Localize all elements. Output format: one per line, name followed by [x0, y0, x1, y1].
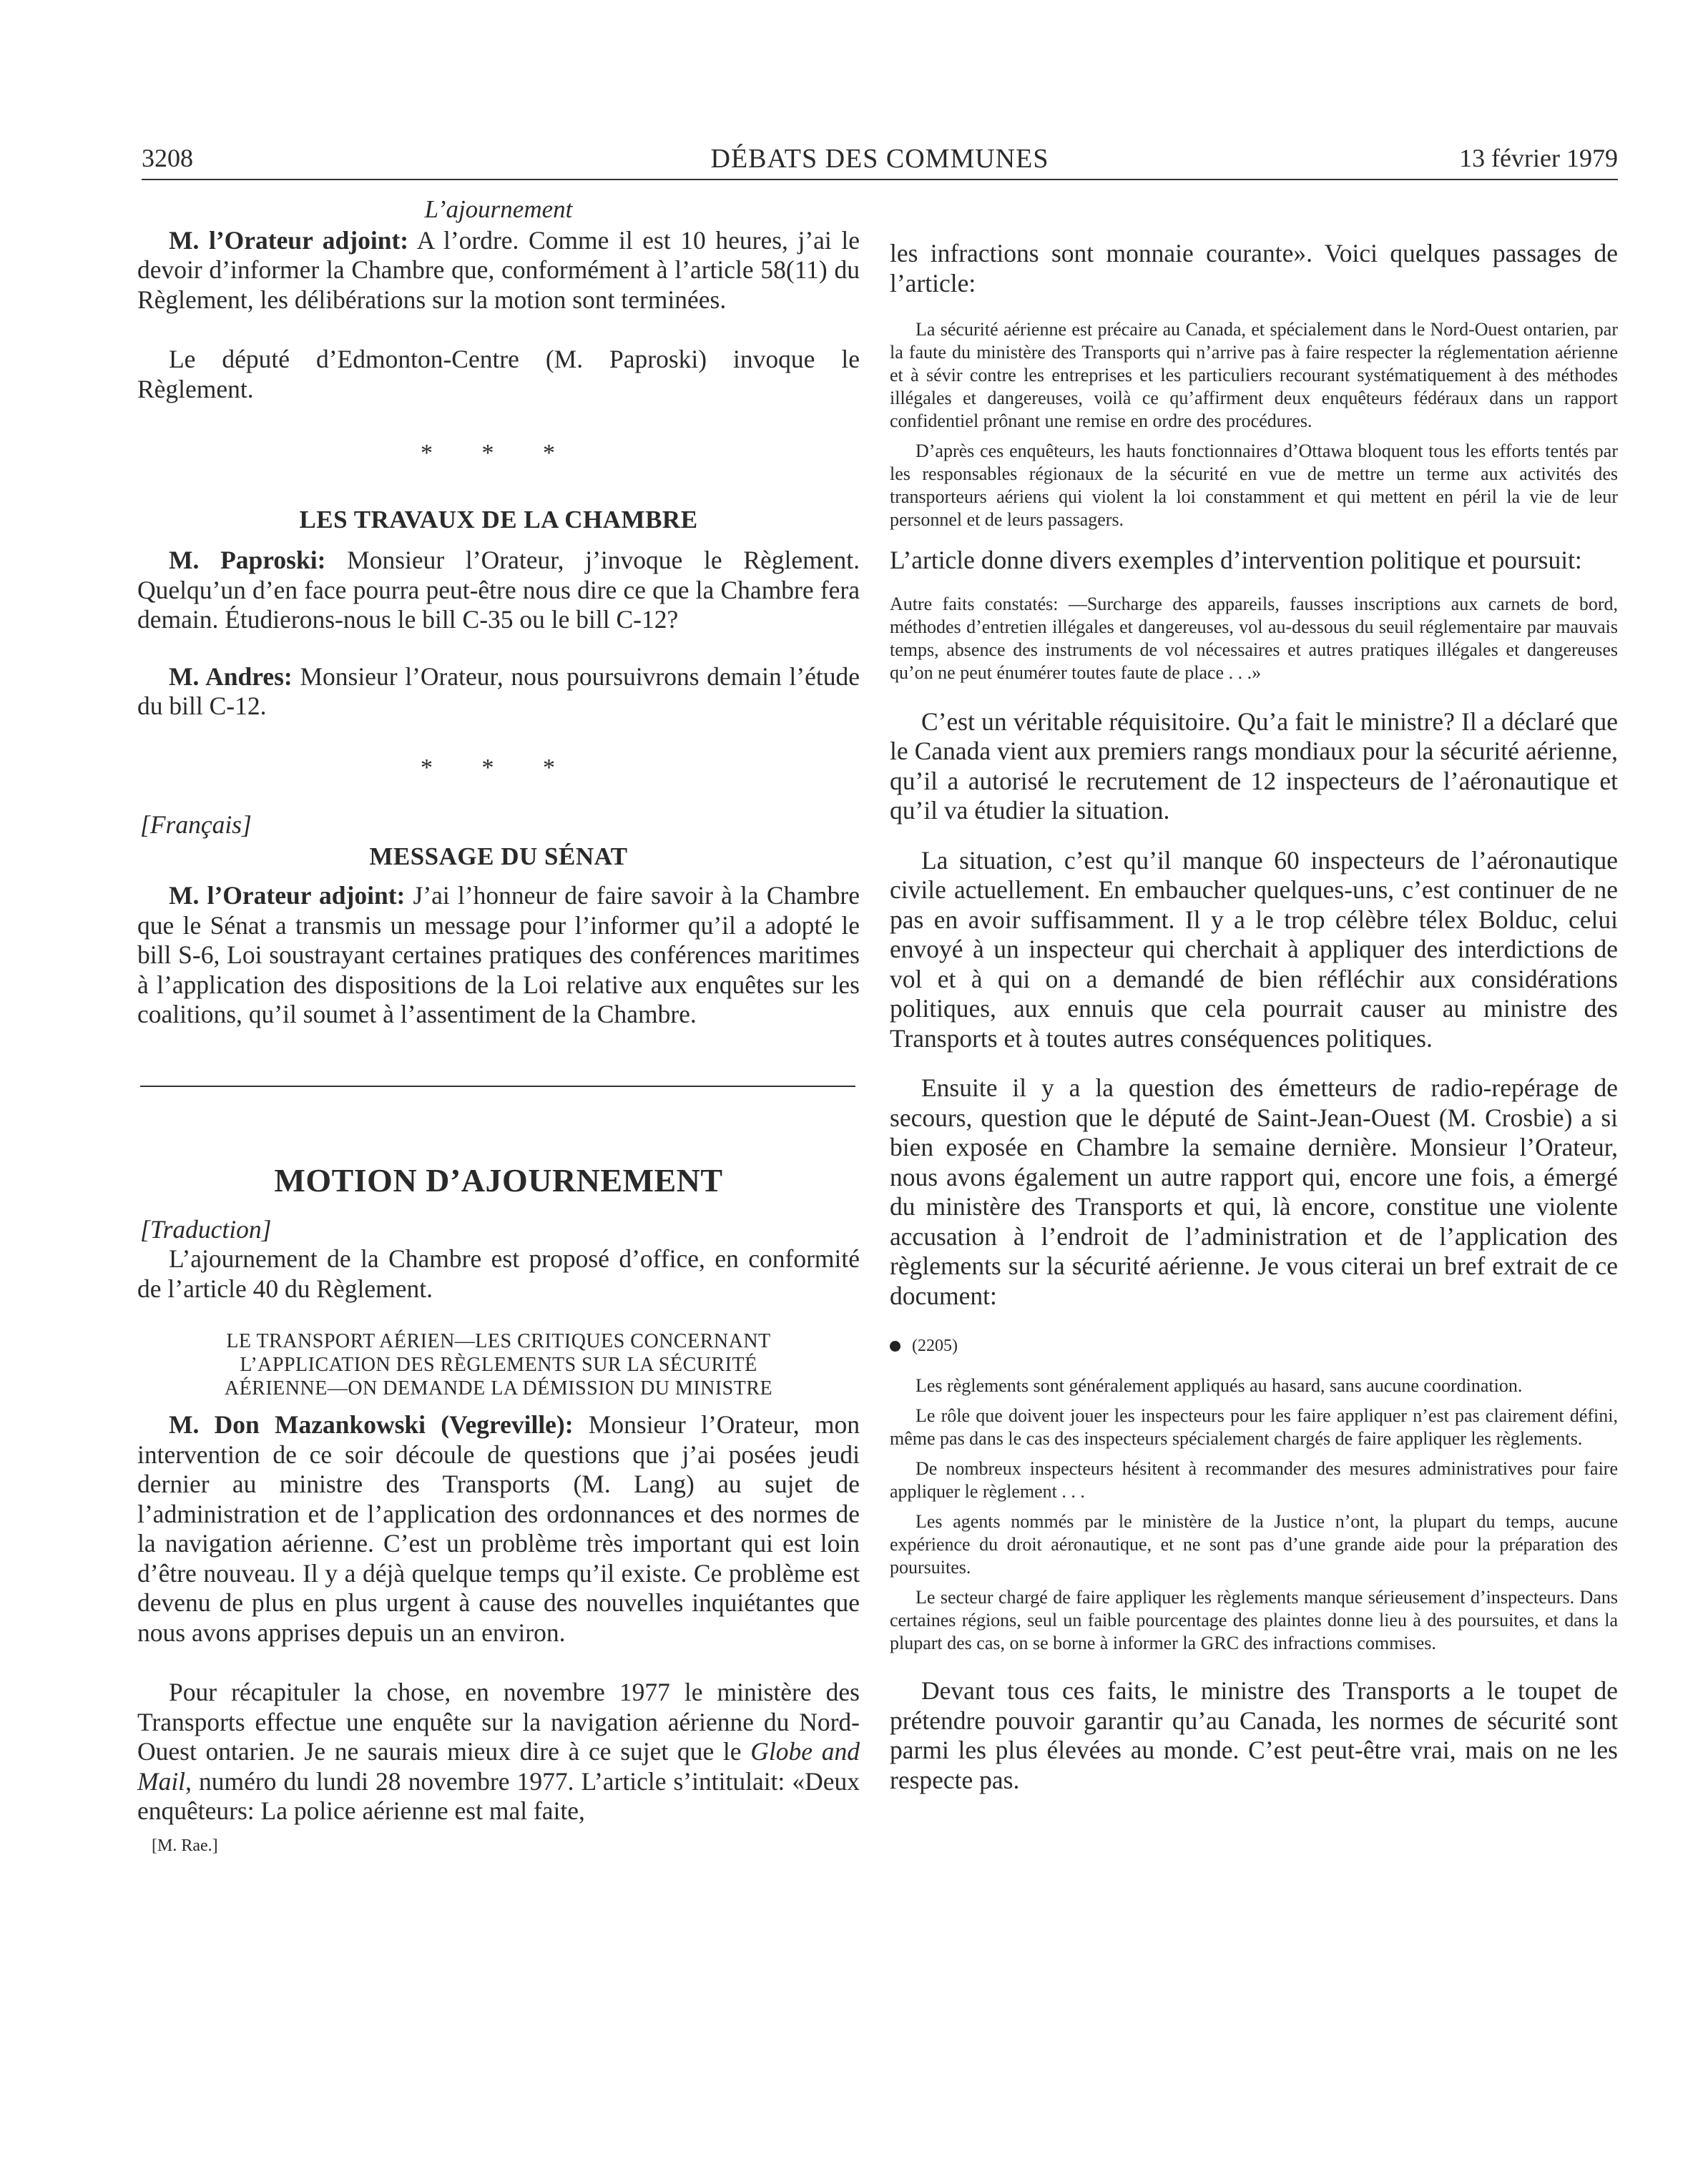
paragraph-mazankowski [137, 1410, 860, 1648]
speaker-name: M. Don Mazankowski (Vegreville): [169, 1410, 574, 1439]
paragraph-deputy-speaker-1 [137, 226, 860, 315]
speaker-name: M. Andres: [169, 661, 293, 691]
quote-report-2: Le rôle que doivent jouer les inspecteurs pour les faire appliquer n’est pas clairement défini, même pas dans le cas des inspecteurs spécialement chargés de faire appliquer les règlements. [890, 1405, 1618, 1449]
speaker-name: M. l’Orateur adjoint: [169, 881, 406, 910]
paragraph-adjournment-proposed: L’ajournement de la Chambre est proposé d’office, en conformité de l’article 40 du Règlement. [137, 1244, 860, 1303]
quote-article-2: D’après ces enquêteurs, les hauts fonctionnaires d’Ottawa bloquent tous les efforts tentés par les responsables régionaux de la sécurité en vue de mettre un terme aux activités des transporteurs aériens qui violent la loi constamment et qui mettent en péril la vie de leur personnel et de leurs passagers. [890, 441, 1618, 530]
quote-report-5: Le secteur chargé de faire appliquer les règlements manque sérieusement d’inspecteurs. Dans certaines régions, seul un faible pourcentage des plaintes donne lieu à des poursuites, et dans la plupart des cas, on se borne à informer la GRC des infractions commises. [890, 1587, 1618, 1653]
speaker-footer: [M. Rae.] [152, 1836, 218, 1855]
speech-text: J’ai l’honneur de faire savoir à la Chambre que le Sénat a transmis un message pour l’informer qu’il a adopté le bill S-6, Loi soustrayant certaines pratiques des conférences maritimes à l’application des dispositions de la Loi relative aux enquêtes sur les coalitions, qu’il soumet à l’assentiment de la Chambre. [137, 881, 860, 1028]
right-column [890, 195, 1618, 1795]
paragraph-requisitoire: C’est un véritable réquisitoire. Qu’a fait le ministre? Il a déclaré que le Canada vient aux premiers rangs mondiaux pour la sécurité aérienne, qu’il a autorisé le recrutement de 12 inspecteurs de l’aéronautique et qu’il va étudier la situation. [890, 707, 1618, 825]
quote-article-3: Autre faits constatés: —Surcharge des appareils, fausses inscriptions aux carnets de bord, méthodes d’entretien illégales et dangereuses, vol au-dessous du seuil réglementaire par mauvais temps, absence des instruments de vol nécessaires et autres pratiques illégales et dangereuses qu’on ne peut énumérer toutes faute de place . . .» [890, 593, 1618, 683]
speech-text: Pour récapituler la chose, en novembre 1977 le ministère des Transports effectue une enquête sur la navigation aérienne du Nord-Ouest ontarien. Je ne saurais mieux dire à ce sujet que le [137, 1678, 860, 1766]
paragraph-paproski-point: Le député d’Edmonton-Centre (M. Paproski) invoque le Règlement. [137, 345, 860, 403]
speech-text: A l’ordre. Comme il est 10 heures, j’ai le devoir d’informer la Chambre que, conformément à l’article 58(11) du Règlement, les délibérations sur la motion sont terminées. [137, 225, 860, 314]
paragraph-andres [137, 662, 860, 722]
section-separator-stars: * * * [421, 440, 576, 466]
speech-text: Monsieur l’Orateur, mon intervention de ce soir découle de questions que j’ai posées jeudi dernier au ministre des Transports (M. Lang) au sujet de l’administration et de l’application des ordonnances et des normes de la navigation aérienne. C’est un problème très important qui est loin d’être nouveau. Il y a déjà quelque temps qu’il existe. Ce problème est devenu de plus en plus urgent à cause des nouvelles inquiétantes que nous avons apprises depuis un an environ. [137, 1410, 860, 1647]
section-title-adjournment: L’ajournement [424, 195, 573, 223]
section-separator-stars: * * * [421, 754, 576, 781]
paragraph-conclusion: Devant tous ces faits, le ministre des Transports a le toupet de prétendre pouvoir garantir qu’au Canada, les normes de sécurité sont parmi les plus élevées au monde. C’est peut-être vrai, mais on ne les respecte pas. [890, 1676, 1618, 1794]
quote-report-4: Les agents nommés par le ministère de la Justice n’ont, la plupart du temps, aucune expérience du droit aéronautique, et ne sont pas d’une grande aide pour la préparation des poursuites. [890, 1511, 1618, 1578]
time-marker-text: (2205) [912, 1337, 958, 1355]
publication-title: DÉBATS DES COMMUNES [710, 144, 1049, 174]
page-number: 3208 [142, 144, 193, 172]
paragraph-article-intro: les infractions sont monnaie courante». Voici quelques passages de l’article: [890, 239, 1618, 297]
quote-report-3: De nombreux inspecteurs hésitent à recommander des mesures administratives pour faire appliquer le règlement . . . [890, 1458, 1618, 1502]
page-header [142, 143, 1618, 182]
paragraph-paproski [137, 546, 860, 635]
speaker-name: M. l’Orateur adjoint: [169, 225, 409, 255]
paragraph-recapitulation [137, 1678, 860, 1826]
heading-travaux: LES TRAVAUX DE LA CHAMBRE [299, 506, 698, 533]
paragraph-senate-message [137, 881, 860, 1030]
left-column [137, 195, 860, 1856]
header-rule [142, 179, 1618, 180]
bullet-dot-icon [890, 1341, 900, 1352]
speaker-name: M. Paproski: [169, 546, 326, 574]
heading-motion: MOTION D’AJOURNEMENT [274, 1161, 723, 1199]
heading-senat: MESSAGE DU SÉNAT [369, 842, 628, 870]
section-divider [140, 1086, 855, 1087]
debate-topic [137, 1329, 860, 1400]
language-tag-francais: [Français] [140, 810, 252, 839]
time-marker [890, 1337, 1618, 1356]
debate-topic-line: LE TRANSPORT AÉRIEN—LES CRITIQUES CONCERNANT [226, 1330, 771, 1352]
paragraph-emetteurs: Ensuite il y a la question des émetteurs de radio-repérage de secours, question que le député de Saint-Jean-Ouest (M. Crosbie) a si bien exposée en Chambre la semaine dernière. Monsieur l’Orateur, nous avons également un autre rapport qui, encore une fois, a émergé du ministère des Transports et qui, là encore, constitue une violente accusation à l’endroit de l’administration et de l’application des règlements sur la sécurité aérienne. Je vous citerai un bref extrait de ce document: [890, 1073, 1618, 1310]
quote-report-1: Les règlements sont généralement appliqués au hasard, sans aucune coordination. [916, 1375, 1523, 1396]
language-tag-traduction: [Traduction] [140, 1214, 272, 1244]
debate-topic-line: AÉRIENNE—ON DEMANDE LA DÉMISSION DU MINISTRE [224, 1377, 773, 1400]
speech-text: Monsieur l’Orateur, j’invoque le Règlement. Quelqu’un d’en face pourra peut-être nous dire ce que la Chambre fera demain. Étudierons-nous le bill C-35 ou le bill C-12? [137, 546, 860, 634]
paragraph-situation: La situation, c’est qu’il manque 60 inspecteurs de l’aéronautique civile actuellement. En embaucher quelques-uns, c’est continuer de ne pas en avoir suffisamment. Il y a le trop célèbre télex Bolduc, celui envoyé à un inspecteur qui cherchait à appliquer des interdictions de vol et à qui on a demandé de bien réfléchir aux considérations politiques, aux ennuis que cela pourrait causer au ministre des Transports et à toutes autres conséquences politiques. [890, 845, 1618, 1053]
page-date: 13 février 1979 [1459, 144, 1618, 172]
speech-text: , numéro du lundi 28 novembre 1977. L’article s’intitulait: «Deux enquêteurs: La police aérienne est mal faite, [137, 1766, 860, 1825]
debate-topic-line: L’APPLICATION DES RÈGLEMENTS SUR LA SÉCURITÉ [240, 1354, 757, 1376]
speech-text: Monsieur l’Orateur, nous poursuivrons demain l’étude du bill C-12. [137, 661, 860, 720]
quote-article-1: La sécurité aérienne est précaire au Canada, et spécialement dans le Nord-Ouest ontarien, par la faute du ministère des Transports qui n’arrive pas à faire respecter la réglementation aérienne et à sévir contre les entreprises et les particuliers recourant systématiquement à des méthodes illégales et dangereuses, voilà ce qu’affirment deux enquêteurs fédéraux dans un rapport confidentiel prônant une remise en ordre des procédures. [890, 319, 1618, 431]
paragraph-article-examples: L’article donne divers exemples d’intervention politique et poursuit: [890, 546, 1582, 574]
newspaper-title: Globe and Mail [137, 1737, 860, 1796]
